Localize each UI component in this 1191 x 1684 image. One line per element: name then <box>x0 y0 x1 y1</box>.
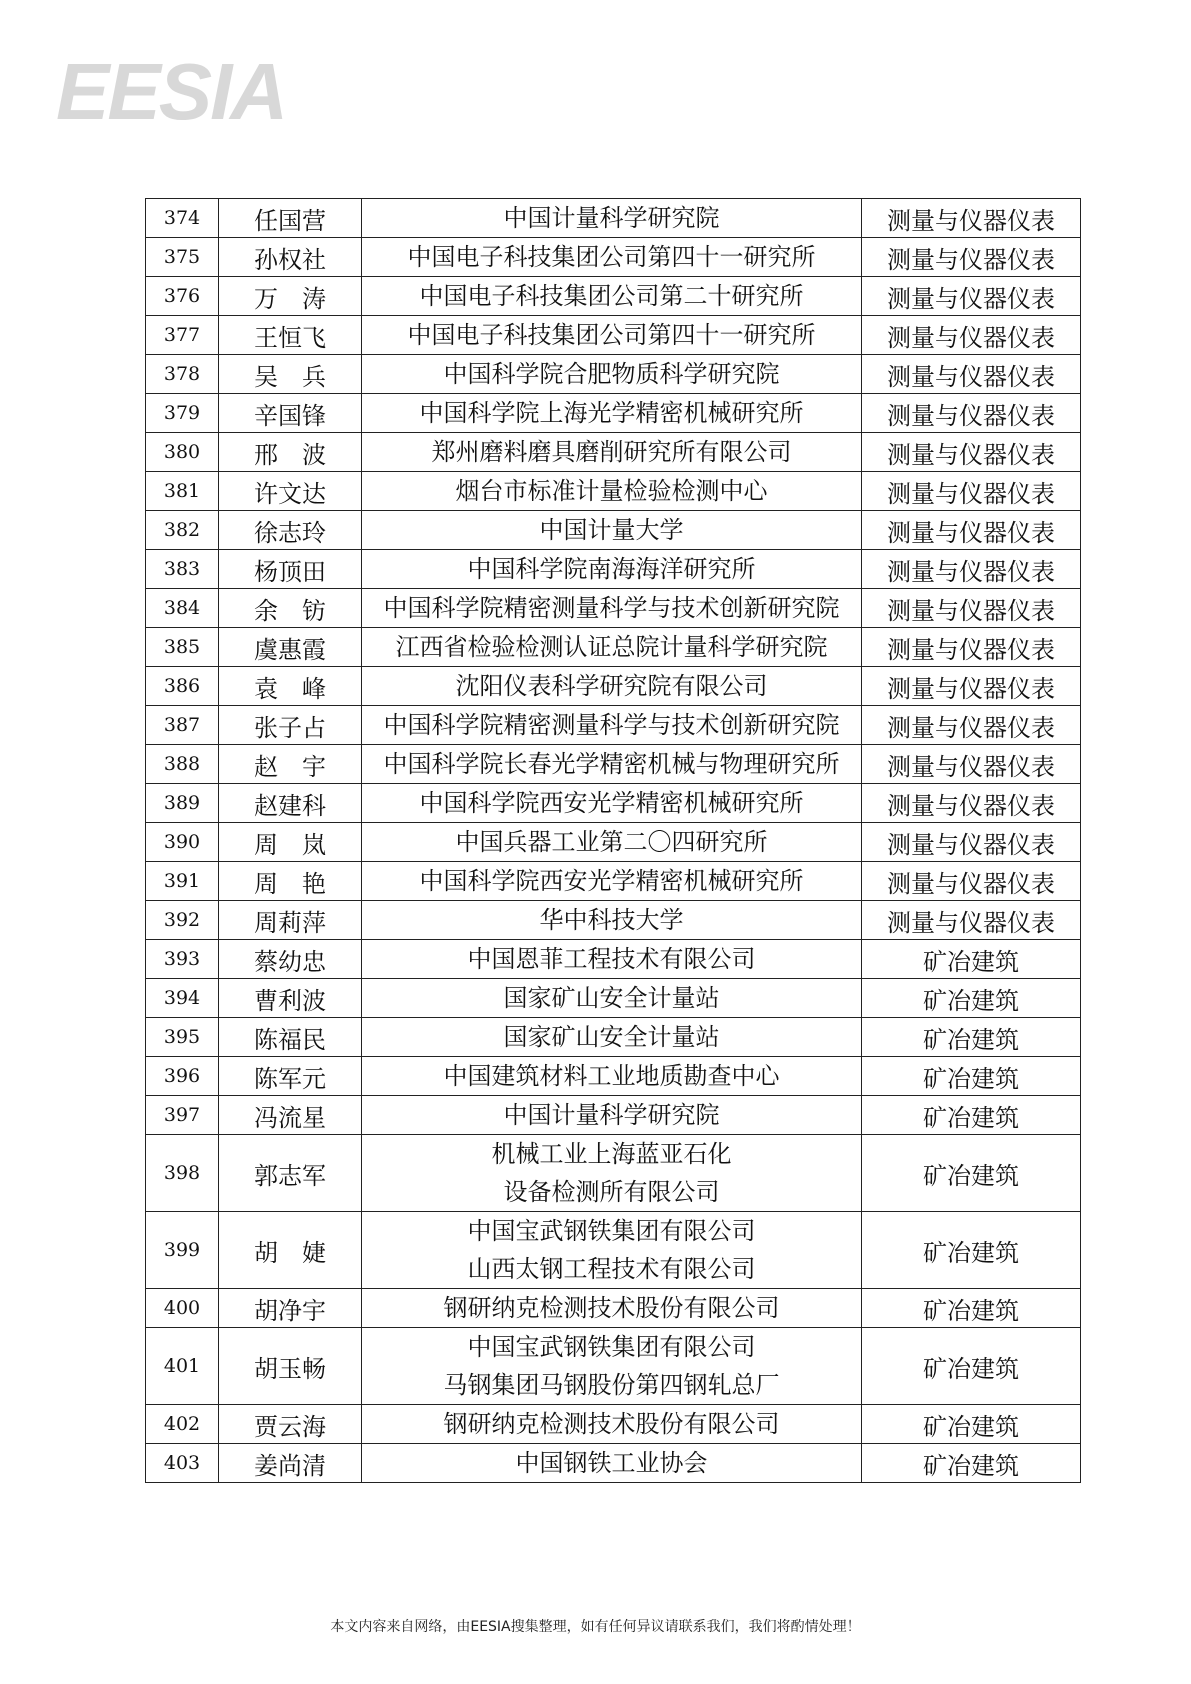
row-number: 402 <box>146 1405 219 1444</box>
row-number: 377 <box>146 316 219 355</box>
person-name: 赵建科 <box>219 784 362 823</box>
organization-name: 马钢集团马钢股份第四钢轧总厂 <box>443 1371 780 1399</box>
organization-name: 中国科学院南海海洋研究所 <box>467 555 756 583</box>
person-name: 胡玉畅 <box>219 1328 362 1405</box>
organization-name: 中国科学院上海光学精密机械研究所 <box>419 399 804 427</box>
organization-name: 华中科技大学 <box>539 906 684 934</box>
row-number: 385 <box>146 628 219 667</box>
field-category: 矿冶建筑 <box>862 1212 1081 1289</box>
table-row <box>146 940 1081 979</box>
organization-cell <box>362 277 862 316</box>
table-row <box>146 901 1081 940</box>
footer-note: 本文内容来自网络，由EESIA搜集整理，如有任何异议请联系我们，我们将酌情处理！ <box>330 1619 861 1635</box>
person-name: 徐志玲 <box>219 511 362 550</box>
organization-cell <box>362 901 862 940</box>
field-category: 测量与仪器仪表 <box>862 589 1081 628</box>
field-category: 测量与仪器仪表 <box>862 355 1081 394</box>
organization-cell <box>362 1212 862 1289</box>
field-category: 测量与仪器仪表 <box>862 667 1081 706</box>
organization-cell <box>362 1289 862 1328</box>
organization-name: 中国宝武钢铁集团有限公司 <box>467 1217 756 1245</box>
person-name: 胡净宇 <box>219 1289 362 1328</box>
field-category: 测量与仪器仪表 <box>862 433 1081 472</box>
row-number: 384 <box>146 589 219 628</box>
table-row <box>146 1328 1081 1405</box>
table-row <box>146 1405 1081 1444</box>
row-number: 395 <box>146 1018 219 1057</box>
eesia-logo: EESIA <box>56 47 287 136</box>
organization-cell <box>362 1135 862 1212</box>
field-category: 矿冶建筑 <box>862 1444 1081 1483</box>
table-row <box>146 277 1081 316</box>
organization-name: 中国宝武钢铁集团有限公司 <box>467 1333 756 1361</box>
row-number: 389 <box>146 784 219 823</box>
roster-table <box>145 198 1081 1483</box>
table-row <box>146 823 1081 862</box>
organization-cell <box>362 745 862 784</box>
organization-cell <box>362 1018 862 1057</box>
table-row <box>146 979 1081 1018</box>
row-number: 390 <box>146 823 219 862</box>
field-category: 矿冶建筑 <box>862 1328 1081 1405</box>
organization-name: 中国科学院合肥物质科学研究院 <box>443 360 780 388</box>
table-row <box>146 433 1081 472</box>
organization-cell <box>362 199 862 238</box>
row-number: 398 <box>146 1135 219 1212</box>
table-row <box>146 862 1081 901</box>
person-name: 余 钫 <box>219 589 362 628</box>
person-name: 胡 婕 <box>219 1212 362 1289</box>
row-number: 383 <box>146 550 219 589</box>
row-number: 387 <box>146 706 219 745</box>
person-name: 曹利波 <box>219 979 362 1018</box>
field-category: 矿冶建筑 <box>862 1135 1081 1212</box>
person-name: 万 涛 <box>219 277 362 316</box>
table-row <box>146 550 1081 589</box>
table-row <box>146 511 1081 550</box>
field-category: 矿冶建筑 <box>862 940 1081 979</box>
row-number: 378 <box>146 355 219 394</box>
table-row <box>146 1212 1081 1289</box>
organization-name: 山西太钢工程技术有限公司 <box>467 1255 756 1283</box>
person-name: 袁 峰 <box>219 667 362 706</box>
organization-cell <box>362 667 862 706</box>
organization-cell <box>362 394 862 433</box>
field-category: 测量与仪器仪表 <box>862 277 1081 316</box>
organization-name: 中国电子科技集团公司第二十研究所 <box>419 282 804 310</box>
person-name: 周莉萍 <box>219 901 362 940</box>
person-name: 虞惠霞 <box>219 628 362 667</box>
person-name: 贾云海 <box>219 1405 362 1444</box>
row-number: 400 <box>146 1289 219 1328</box>
organization-name: 中国科学院西安光学精密机械研究所 <box>419 867 804 895</box>
field-category: 测量与仪器仪表 <box>862 511 1081 550</box>
person-name: 周 艳 <box>219 862 362 901</box>
organization-cell <box>362 589 862 628</box>
organization-name: 中国计量大学 <box>539 516 684 544</box>
row-number: 394 <box>146 979 219 1018</box>
table-row <box>146 199 1081 238</box>
organization-name: 中国兵器工业第二〇四研究所 <box>455 828 768 856</box>
organization-name: 中国钢铁工业协会 <box>515 1449 708 1477</box>
person-name: 赵 宇 <box>219 745 362 784</box>
field-category: 测量与仪器仪表 <box>862 901 1081 940</box>
row-number: 374 <box>146 199 219 238</box>
field-category: 测量与仪器仪表 <box>862 238 1081 277</box>
table-row <box>146 1289 1081 1328</box>
row-number: 399 <box>146 1212 219 1289</box>
table-row <box>146 706 1081 745</box>
organization-name: 钢研纳克检测技术股份有限公司 <box>443 1410 780 1438</box>
person-name: 许文达 <box>219 472 362 511</box>
organization-cell <box>362 1444 862 1483</box>
organization-name: 机械工业上海蓝亚石化 <box>491 1140 732 1168</box>
organization-cell <box>362 550 862 589</box>
row-number: 396 <box>146 1057 219 1096</box>
person-name: 姜尚清 <box>219 1444 362 1483</box>
table-row <box>146 745 1081 784</box>
organization-cell <box>362 823 862 862</box>
table-row <box>146 238 1081 277</box>
row-number: 380 <box>146 433 219 472</box>
person-name: 周 岚 <box>219 823 362 862</box>
organization-name: 中国科学院精密测量科学与技术创新研究院 <box>383 594 840 622</box>
organization-name: 沈阳仪表科学研究院有限公司 <box>455 672 768 700</box>
organization-cell <box>362 979 862 1018</box>
table-row <box>146 589 1081 628</box>
row-number: 401 <box>146 1328 219 1405</box>
organization-cell <box>362 1096 862 1135</box>
table-row <box>146 1444 1081 1483</box>
row-number: 381 <box>146 472 219 511</box>
table-row <box>146 355 1081 394</box>
person-name: 杨顶田 <box>219 550 362 589</box>
field-category: 测量与仪器仪表 <box>862 745 1081 784</box>
organization-name: 江西省检验检测认证总院计量科学研究院 <box>395 633 828 661</box>
person-name: 冯流星 <box>219 1096 362 1135</box>
field-category: 测量与仪器仪表 <box>862 550 1081 589</box>
organization-name: 中国科学院西安光学精密机械研究所 <box>419 789 804 817</box>
field-category: 测量与仪器仪表 <box>862 472 1081 511</box>
organization-name: 中国计量科学研究院 <box>503 1101 720 1129</box>
organization-cell <box>362 433 862 472</box>
table-row <box>146 628 1081 667</box>
row-number: 403 <box>146 1444 219 1483</box>
organization-name: 中国建筑材料工业地质勘查中心 <box>443 1062 780 1090</box>
person-name: 陈军元 <box>219 1057 362 1096</box>
field-category: 测量与仪器仪表 <box>862 394 1081 433</box>
organization-cell <box>362 706 862 745</box>
table-row <box>146 667 1081 706</box>
organization-name: 国家矿山安全计量站 <box>503 1023 720 1051</box>
person-name: 张子占 <box>219 706 362 745</box>
field-category: 矿冶建筑 <box>862 1018 1081 1057</box>
row-number: 375 <box>146 238 219 277</box>
field-category: 测量与仪器仪表 <box>862 823 1081 862</box>
row-number: 376 <box>146 277 219 316</box>
field-category: 测量与仪器仪表 <box>862 199 1081 238</box>
row-number: 397 <box>146 1096 219 1135</box>
row-number: 379 <box>146 394 219 433</box>
organization-name: 钢研纳克检测技术股份有限公司 <box>443 1294 780 1322</box>
organization-name: 中国科学院长春光学精密机械与物理研究所 <box>383 750 840 778</box>
person-name: 郭志军 <box>219 1135 362 1212</box>
organization-cell <box>362 511 862 550</box>
person-name: 辛国锋 <box>219 394 362 433</box>
row-number: 391 <box>146 862 219 901</box>
organization-cell <box>362 784 862 823</box>
field-category: 测量与仪器仪表 <box>862 316 1081 355</box>
person-name: 邢 波 <box>219 433 362 472</box>
person-name: 孙权社 <box>219 238 362 277</box>
organization-name: 国家矿山安全计量站 <box>503 984 720 1012</box>
organization-cell <box>362 472 862 511</box>
table-row <box>146 1096 1081 1135</box>
person-name: 王恒飞 <box>219 316 362 355</box>
organization-cell <box>362 238 862 277</box>
field-category: 矿冶建筑 <box>862 1405 1081 1444</box>
organization-name: 中国计量科学研究院 <box>503 204 720 232</box>
field-category: 测量与仪器仪表 <box>862 862 1081 901</box>
row-number: 388 <box>146 745 219 784</box>
roster-table-body <box>146 199 1081 1483</box>
field-category: 测量与仪器仪表 <box>862 784 1081 823</box>
table-row <box>146 394 1081 433</box>
organization-name: 中国电子科技集团公司第四十一研究所 <box>407 243 816 271</box>
person-name: 吴 兵 <box>219 355 362 394</box>
field-category: 矿冶建筑 <box>862 979 1081 1018</box>
organization-name: 设备检测所有限公司 <box>503 1178 720 1206</box>
row-number: 386 <box>146 667 219 706</box>
organization-name: 中国恩菲工程技术有限公司 <box>467 945 756 973</box>
organization-name: 中国科学院精密测量科学与技术创新研究院 <box>383 711 840 739</box>
organization-cell <box>362 1328 862 1405</box>
table-row <box>146 1018 1081 1057</box>
table-row <box>146 1135 1081 1212</box>
organization-cell <box>362 1405 862 1444</box>
organization-cell <box>362 940 862 979</box>
organization-name: 郑州磨料磨具磨削研究所有限公司 <box>431 438 792 466</box>
organization-cell <box>362 628 862 667</box>
table-row <box>146 316 1081 355</box>
table-row <box>146 1057 1081 1096</box>
field-category: 矿冶建筑 <box>862 1057 1081 1096</box>
table-row <box>146 784 1081 823</box>
organization-name: 烟台市标准计量检验检测中心 <box>455 477 768 505</box>
field-category: 测量与仪器仪表 <box>862 706 1081 745</box>
field-category: 矿冶建筑 <box>862 1096 1081 1135</box>
organization-cell <box>362 862 862 901</box>
organization-name: 中国电子科技集团公司第四十一研究所 <box>407 321 816 349</box>
table-row <box>146 472 1081 511</box>
row-number: 382 <box>146 511 219 550</box>
organization-cell <box>362 355 862 394</box>
row-number: 393 <box>146 940 219 979</box>
row-number: 392 <box>146 901 219 940</box>
person-name: 陈福民 <box>219 1018 362 1057</box>
organization-cell <box>362 1057 862 1096</box>
person-name: 蔡幼忠 <box>219 940 362 979</box>
field-category: 测量与仪器仪表 <box>862 628 1081 667</box>
field-category: 矿冶建筑 <box>862 1289 1081 1328</box>
organization-cell <box>362 316 862 355</box>
person-name: 任国营 <box>219 199 362 238</box>
